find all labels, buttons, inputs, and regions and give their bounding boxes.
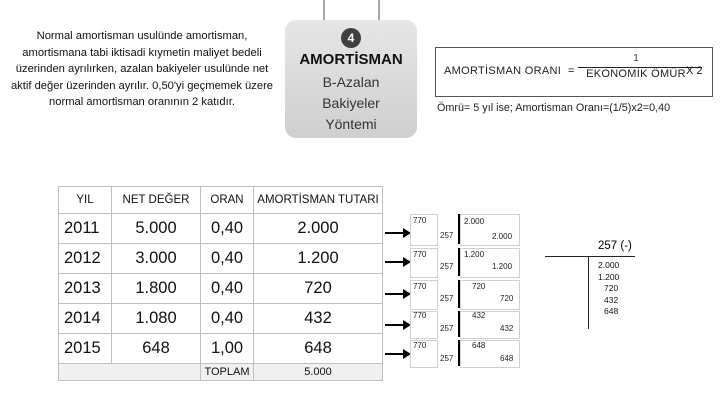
method-card xyxy=(285,20,417,138)
cell-rate: 0,40 xyxy=(201,244,254,274)
cell-amount: 1.200 xyxy=(254,244,383,274)
calc-mid: 257 xyxy=(440,231,454,240)
calc-mid: 257 xyxy=(440,262,454,271)
cell-year: 2011 xyxy=(59,214,112,244)
formula-equals: = xyxy=(568,65,575,77)
cell-amount: 720 xyxy=(254,274,383,304)
cell-rate: 0,40 xyxy=(201,274,254,304)
total-label: TOPLAM xyxy=(201,364,254,381)
division-line xyxy=(545,256,635,257)
card-number-badge: 4 xyxy=(341,28,361,48)
cell-amount: 648 xyxy=(254,334,383,364)
card-hanger-right xyxy=(378,0,380,22)
calc-mid: 257 xyxy=(440,324,454,333)
card-title: AMORTİSMAN xyxy=(299,51,403,68)
division-value: 648 xyxy=(604,306,619,316)
formula-label: AMORTİSMAN ORANI xyxy=(444,65,562,77)
cell-year: 2013 xyxy=(59,274,112,304)
table-row xyxy=(59,244,383,274)
calc-bottom: 432 xyxy=(500,324,514,333)
cell-year: 2012 xyxy=(59,244,112,274)
cell-net-value: 1.080 xyxy=(112,304,201,334)
calc-divider xyxy=(458,214,460,244)
cell-rate: 0,40 xyxy=(201,304,254,334)
table-row xyxy=(59,214,383,244)
calc-bottom: 2.000 xyxy=(492,232,513,241)
division-value: 2.000 xyxy=(598,260,620,270)
total-value: 5.000 xyxy=(254,364,383,381)
calc-top: 720 xyxy=(472,282,486,291)
table-total-row xyxy=(59,364,383,381)
cell-amount: 432 xyxy=(254,304,383,334)
table-row xyxy=(59,274,383,304)
calc-left: 770 xyxy=(413,216,427,225)
calc-mid: 257 xyxy=(440,294,454,303)
division-values xyxy=(598,260,619,318)
formula-multiplier: X 2 xyxy=(686,65,703,77)
table-row xyxy=(59,304,383,334)
calc-top: 2.000 xyxy=(464,217,485,226)
header-depreciation-amount: AMORTİSMAN TUTARI xyxy=(254,187,383,214)
calc-mid: 257 xyxy=(440,354,454,363)
division-value: 720 xyxy=(604,283,619,293)
formula-numerator: 1 xyxy=(633,52,639,64)
calc-top: 432 xyxy=(472,311,486,320)
table-row xyxy=(59,334,383,364)
arrow-line xyxy=(385,232,405,234)
division-value: 1.200 xyxy=(598,271,620,282)
cell-net-value: 648 xyxy=(112,334,201,364)
depreciation-table xyxy=(58,186,383,381)
division-value: 432 xyxy=(604,294,619,305)
arrow-line xyxy=(385,261,405,263)
card-hanger-left xyxy=(323,0,325,22)
cell-rate: 0,40 xyxy=(201,214,254,244)
rate-note: Ömrü= 5 yıl ise; Amortisman Oranı=(1/5)x2=0,40 xyxy=(437,102,671,114)
calc-left: 770 xyxy=(413,311,427,320)
calc-area xyxy=(410,214,522,366)
cell-amount: 2.000 xyxy=(254,214,383,244)
header-rate: ORAN xyxy=(201,187,254,214)
cell-net-value: 3.000 xyxy=(112,244,201,274)
division-vertical-line xyxy=(588,257,589,329)
calc-top: 648 xyxy=(472,341,486,350)
calc-left: 770 xyxy=(413,250,427,259)
calc-top: 1.200 xyxy=(464,250,485,259)
card-line-1: B-Azalan xyxy=(322,74,380,90)
cell-rate: 1,00 xyxy=(201,334,254,364)
intro-paragraph: Normal amortisman usulünde amortisman, amortismana tabi iktisadi kıymetin maliyet bedeli üzerinden ayrılırken, azalan bakiyeler usulünde net aktif değer üzerinden ayrılır. 0,50'yi geçmemek üzere normal amortisman oranının 2 katıdır. xyxy=(10,30,274,109)
cell-net-value: 5.000 xyxy=(112,214,201,244)
calc-bottom: 720 xyxy=(500,294,514,303)
calc-divider xyxy=(458,280,460,308)
card-line-2: Bakiyeler xyxy=(322,95,380,111)
calc-divider xyxy=(458,311,460,337)
formula-denominator: EKONOMİK ÖMÜR xyxy=(586,68,686,80)
table-header-row xyxy=(59,187,383,214)
header-year: YIL xyxy=(59,187,112,214)
total-spacer xyxy=(59,364,201,381)
arrow-line xyxy=(385,293,405,295)
calc-divider xyxy=(458,248,460,276)
calc-left: 770 xyxy=(413,282,427,291)
cell-net-value: 1.800 xyxy=(112,274,201,304)
calc-left: 770 xyxy=(413,341,427,350)
division-divisor: 257 (-) xyxy=(598,240,632,252)
calc-divider xyxy=(458,340,460,366)
calc-bottom: 1.200 xyxy=(492,262,513,271)
header-net-value: NET DEĞER xyxy=(112,187,201,214)
rate-formula xyxy=(435,47,713,97)
cell-year: 2014 xyxy=(59,304,112,334)
arrow-line xyxy=(385,353,405,355)
cell-year: 2015 xyxy=(59,334,112,364)
calc-bottom: 648 xyxy=(500,354,514,363)
arrow-line xyxy=(385,324,405,326)
card-line-3: Yöntemi xyxy=(325,116,377,132)
